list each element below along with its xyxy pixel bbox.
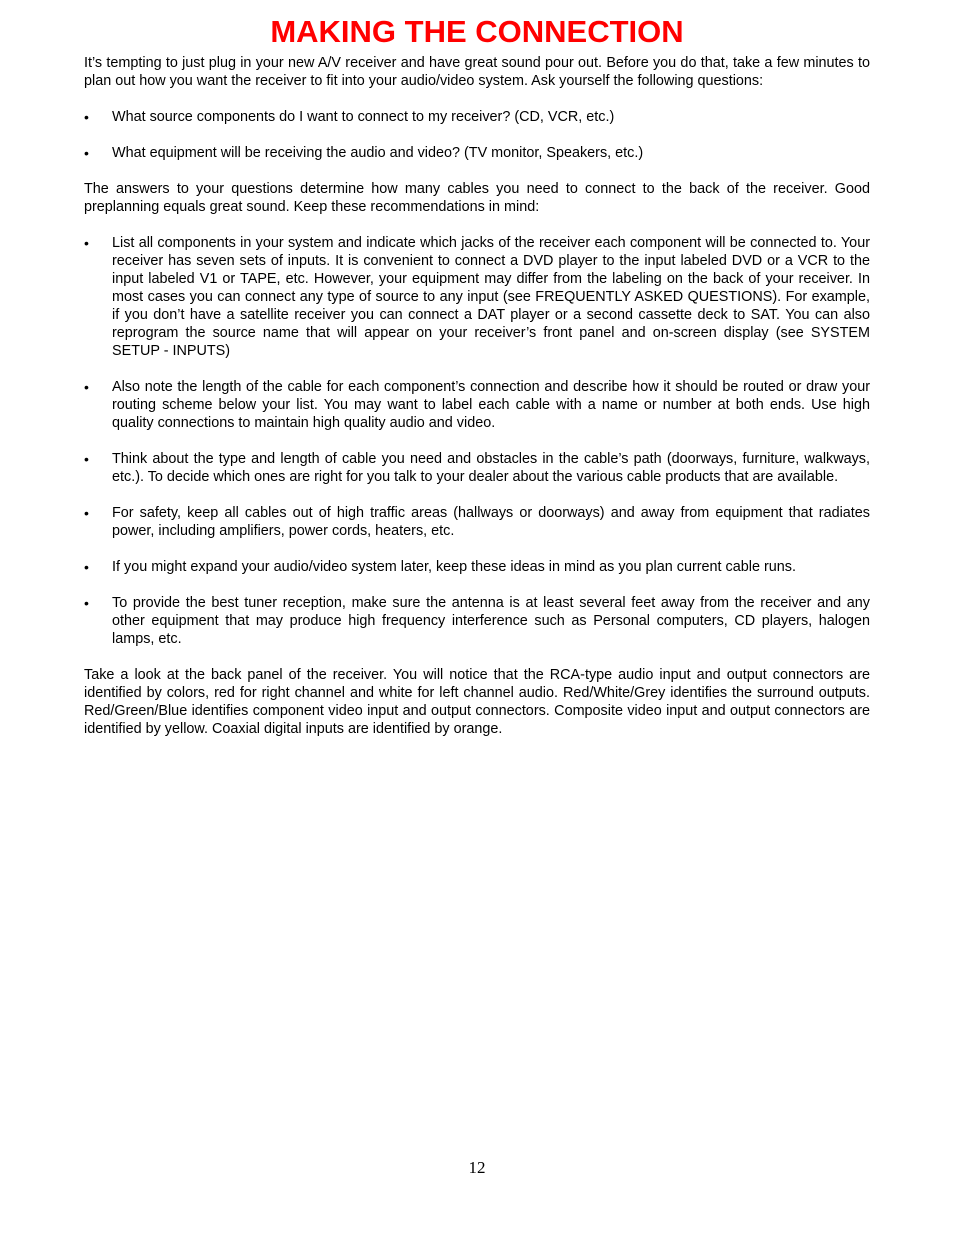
intro-paragraph: It’s tempting to just plug in your new A/V receiver and have great sound pour out. Before you do that, take a few minutes to plan out how you want the receiver to fit into your audio/video system. Ask yourself the following questions: [84, 55, 870, 89]
bullet-icon: • [84, 505, 89, 521]
questions-list [84, 108, 870, 162]
answers-paragraph: The answers to your questions determine how many cables you need to connect to the back of the receiver. Good preplanning equals great sound. Keep these recommendations in mind: [84, 181, 870, 215]
recommendation-text: To provide the best tuner reception, make sure the antenna is at least several feet away from the receiver and any other equipment that may produce high frequency interference such as Personal computers, CD players, halogen lamps, etc. [112, 595, 870, 647]
page-title: MAKING THE CONNECTION [270, 14, 684, 49]
recommendation-text: Think about the type and length of cable you need and obstacles in the cable’s path (doorways, furniture, walkways, etc.). To decide which ones are right for you talk to your dealer about the various cable products that are available. [112, 451, 870, 485]
list-item [84, 558, 870, 576]
list-item [84, 378, 870, 432]
question-text: What equipment will be receiving the audio and video? (TV monitor, Speakers, etc.) [112, 145, 644, 161]
question-text: What source components do I want to connect to my receiver? (CD, VCR, etc.) [112, 109, 615, 125]
recommendation-text: List all components in your system and indicate which jacks of the receiver each component will be connected to. Your receiver has seven sets of inputs. It is convenient to connect a DVD player to the input labeled DVD or a VCR to the input labeled V1 or TAPE, etc. However, your equipment may differ from the labeling on the back of your receiver. In most cases you can connect any type of source to any input (see FREQUENTLY ASKED QUESTIONS). For example, if you don’t have a satellite receiver you can connect a DAT player or a second cassette deck to SAT. You can also reprogram the source name that will appear on your receiver’s front panel and on-screen display (see SYSTEM SETUP - INPUTS) [112, 235, 870, 359]
recommendation-text: For safety, keep all cables out of high traffic areas (hallways or doorways) and away from equipment that radiates power, including amplifiers, power cords, heaters, etc. [112, 505, 870, 539]
list-item [84, 144, 870, 162]
page-number: 12 [468, 1158, 486, 1177]
bullet-icon: • [84, 145, 89, 161]
list-item [84, 450, 870, 486]
list-item [84, 594, 870, 648]
bullet-icon: • [84, 451, 89, 467]
bullet-icon: • [84, 109, 89, 125]
bullet-icon: • [84, 235, 89, 251]
bullet-icon: • [84, 559, 89, 575]
document-body [84, 54, 870, 756]
list-item [84, 234, 870, 360]
recommendation-text: If you might expand your audio/video system later, keep these ideas in mind as you plan current cable runs. [112, 559, 796, 575]
back-panel-paragraph: Take a look at the back panel of the receiver. You will notice that the RCA-type audio input and output connectors are identified by colors, red for right channel and white for left channel audio. Red/White/Grey identifies the surround outputs. Red/Green/Blue identifies component video input and output connectors. Composite video input and output connectors are identified by yellow. Coaxial digital inputs are identified by orange. [84, 667, 870, 737]
recommendation-text: Also note the length of the cable for each component’s connection and describe how it should be routed or draw your routing scheme below your list. You may want to label each cable with a name or number at both ends. Use high quality connections to maintain high quality audio and video. [112, 379, 870, 431]
list-item [84, 108, 870, 126]
list-item [84, 504, 870, 540]
recommendations-list [84, 234, 870, 648]
bullet-icon: • [84, 379, 89, 395]
bullet-icon: • [84, 595, 89, 611]
